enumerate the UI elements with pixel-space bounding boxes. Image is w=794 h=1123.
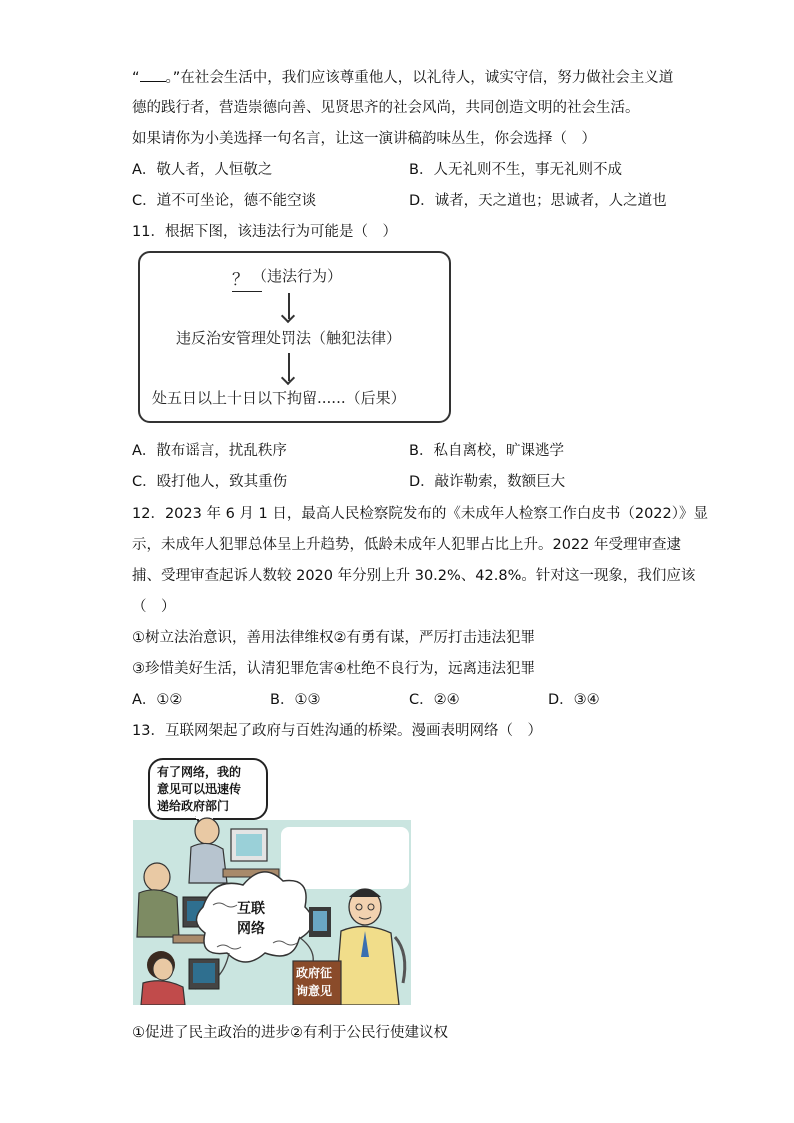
cloud-line-2: 网络 — [237, 921, 265, 937]
q11-option-c: C．殴打他人，致其重伤 — [132, 474, 288, 490]
q13-cartoon — [133, 757, 411, 1005]
q12-line-3: 捕、受理审查起诉人数较 2020 年分别上升 30.2%、42.8%。针对这一现象，我们应该 — [132, 568, 696, 584]
q12-line-4: （ ） — [132, 599, 176, 615]
computer-official-screen — [313, 911, 327, 931]
person-left-body — [137, 890, 179, 937]
q12-option-b: B．①③ — [270, 692, 321, 708]
computer-bottom-screen — [193, 963, 215, 983]
speech-line-2: 意见可以迅速传 — [157, 782, 242, 796]
q10-line-2: 德的践行者，营造崇德向善、见贤思齐的社会风尚，共同创造文明的社会生活。 — [132, 100, 640, 116]
q12-line-1: 12．2023 年 6 月 1 日，最高人民检察院发布的《未成年人检察工作白皮书（2022）》显 — [132, 506, 708, 522]
speech-line-3: 递给政府部门 — [157, 799, 230, 813]
q13-statements-1: ①促进了民主政治的进步②有利于公民行使建议权 — [132, 1025, 448, 1041]
q12-statements-2: ③珍惜美好生活，认清犯罪危害④杜绝不良行为，远离违法犯罪 — [132, 661, 535, 677]
diagram-arrow-2 — [288, 353, 290, 381]
q11-diagram — [138, 251, 451, 423]
speech-line-1: 有了网络，我的 — [157, 765, 242, 779]
diagram-bottom-text: 处五日以上十日以下拘留......（后果） — [152, 389, 406, 407]
cartoon-illustration — [133, 757, 411, 1005]
q12-option-d: D．③④ — [548, 692, 600, 708]
q12-line-2: 示，未成年人犯罪总体呈上升趋势，低龄未成年人犯罪占比上升。2022 年受理审查逮 — [132, 537, 682, 553]
person-top-head — [195, 818, 219, 844]
desk-sign-line-2: 询意见 — [296, 984, 333, 998]
q13-stem: 13．互联网架起了政府与百姓沟通的桥梁。漫画表明网络（ ） — [132, 723, 542, 739]
q11-option-b: B．私自离校，旷课逃学 — [409, 443, 564, 459]
q10-option-d: D．诚者，天之道也；思诚者，人之道也 — [409, 193, 667, 209]
q10-line-1 — [132, 67, 673, 88]
person-top-body — [189, 843, 227, 883]
q10-line-1-text: 。”在社会生活中，我们应该尊重他人，以礼待人，诚实守信，努力做社会主义道 — [165, 70, 674, 86]
diagram-top-label: （违法行为） — [252, 267, 343, 285]
diagram-question-mark: ？ — [232, 270, 249, 290]
q10-option-c: C．道不可坐论，德不能空谈 — [132, 193, 317, 209]
diagram-middle-text: 违反治安管理处罚法（触犯法律） — [176, 329, 402, 347]
q11-option-a: A．散布谣言，扰乱秩序 — [132, 443, 287, 459]
q10-line-3: 如果请你为小美选择一句名言，让这一演讲稿韵味丛生，你会选择（ ） — [132, 131, 596, 147]
person-bottom-body — [141, 981, 185, 1005]
q11-option-d: D．敲诈勒索，数额巨大 — [409, 474, 566, 490]
computer-top-screen — [236, 834, 262, 856]
q12-option-a: A．①② — [132, 692, 183, 708]
q10-option-a: A．敬人者，人恒敬之 — [132, 162, 273, 178]
diagram-underline — [232, 291, 262, 292]
q10-blank — [140, 67, 166, 82]
empty-bubble — [281, 827, 409, 889]
desk-sign-line-1: 政府征 — [296, 966, 333, 980]
person-left-head — [144, 863, 170, 891]
q10-option-b: B．人无礼则不生，事无礼则不成 — [409, 162, 622, 178]
q11-stem: 11．根据下图，该违法行为可能是（ ） — [132, 224, 397, 240]
q12-statements-1: ①树立法治意识，善用法律维权②有勇有谋，严厉打击违法犯罪 — [132, 630, 535, 646]
q12-option-c: C．②④ — [409, 692, 460, 708]
person-bottom-head — [153, 958, 173, 980]
diagram-arrow-1 — [288, 293, 290, 319]
cloud-line-1: 互联 — [237, 901, 265, 917]
official-body — [335, 926, 399, 1005]
q10-open-quote: “ — [132, 70, 140, 86]
